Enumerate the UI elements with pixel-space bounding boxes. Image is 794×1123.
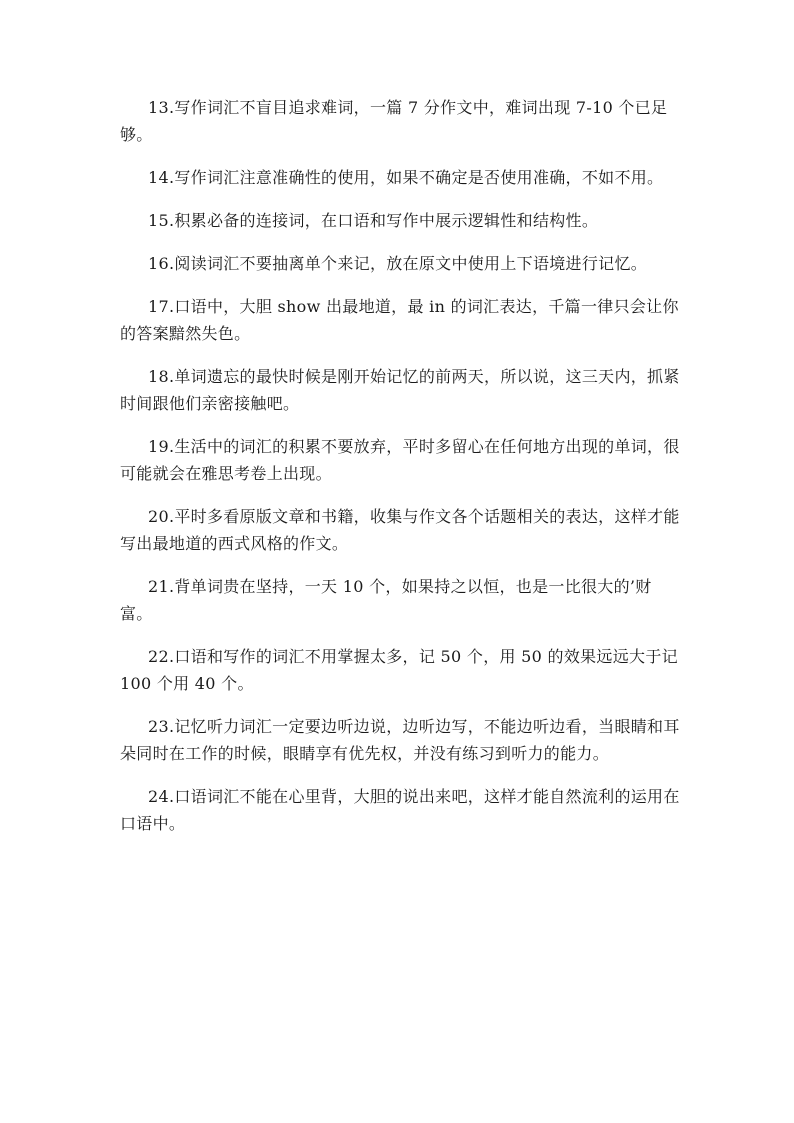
paragraph-text: 平时多看原版文章和书籍，收集与作文各个话题相关的表达，这样才能写出最地道的西式风格的作文。 — [120, 507, 680, 553]
paragraph-text: 口语词汇不能在心里背，大胆的说出来吧，这样才能自然流利的运用在口语中。 — [120, 787, 680, 833]
paragraph-text: 单词遗忘的最快时候是刚开始记忆的前两天，所以说，这三天内，抓紧时间跟他们亲密接触吧。 — [120, 367, 680, 413]
paragraph-text: 背单词贵在坚持，一天 10 个，如果持之以恒，也是一比很大的’财富。 — [120, 577, 652, 623]
paragraph-text: 记忆听力词汇一定要边听边说，边听边写，不能边听边看，当眼睛和耳朵同时在工作的时候，眼睛享有优先权，并没有练习到听力的能力。 — [120, 717, 680, 763]
paragraph-number: 21. — [148, 577, 175, 596]
paragraph-18 — [120, 363, 680, 417]
paragraph-22 — [120, 643, 680, 697]
paragraph-text: 写作词汇注意准确性的使用，如果不确定是否使用准确，不如不用。 — [174, 168, 664, 187]
paragraph-number: 16. — [148, 254, 175, 273]
paragraph-number: 23. — [148, 717, 175, 736]
paragraph-number: 24. — [148, 787, 175, 806]
paragraph-number: 15. — [148, 211, 175, 230]
paragraph-number: 14. — [148, 168, 175, 187]
paragraph-16 — [120, 250, 680, 277]
paragraph-13 — [120, 94, 680, 148]
paragraph-14 — [120, 164, 680, 191]
paragraph-number: 20. — [148, 507, 175, 526]
paragraph-number: 22. — [148, 647, 175, 666]
paragraph-15 — [120, 207, 680, 234]
paragraph-text: 写作词汇不盲目追求难词，一篇 7 分作文中，难词出现 7-10 个已足够。 — [120, 98, 668, 144]
paragraph-17 — [120, 293, 680, 347]
paragraph-24 — [120, 783, 680, 837]
paragraph-23 — [120, 713, 680, 767]
paragraph-number: 18. — [148, 367, 175, 386]
paragraph-number: 17. — [148, 297, 175, 316]
document-body — [120, 94, 680, 853]
paragraph-text: 生活中的词汇的积累不要放弃，平时多留心在任何地方出现的单词，很可能就会在雅思考卷上出现。 — [120, 437, 680, 483]
paragraph-20 — [120, 503, 680, 557]
paragraph-text: 积累必备的连接词，在口语和写作中展示逻辑性和结构性。 — [174, 211, 599, 230]
paragraph-number: 13. — [148, 98, 175, 117]
paragraph-number: 19. — [148, 437, 175, 456]
paragraph-text: 口语中，大胆 show 出最地道，最 in 的词汇表达，千篇一律只会让你的答案黯然失色。 — [120, 297, 679, 343]
paragraph-text: 口语和写作的词汇不用掌握太多，记 50 个，用 50 的效果远远大于记 100 个用 40 个。 — [120, 647, 678, 693]
paragraph-text: 阅读词汇不要抽离单个来记，放在原文中使用上下语境进行记忆。 — [174, 254, 648, 273]
paragraph-19 — [120, 433, 680, 487]
paragraph-21 — [120, 573, 680, 627]
